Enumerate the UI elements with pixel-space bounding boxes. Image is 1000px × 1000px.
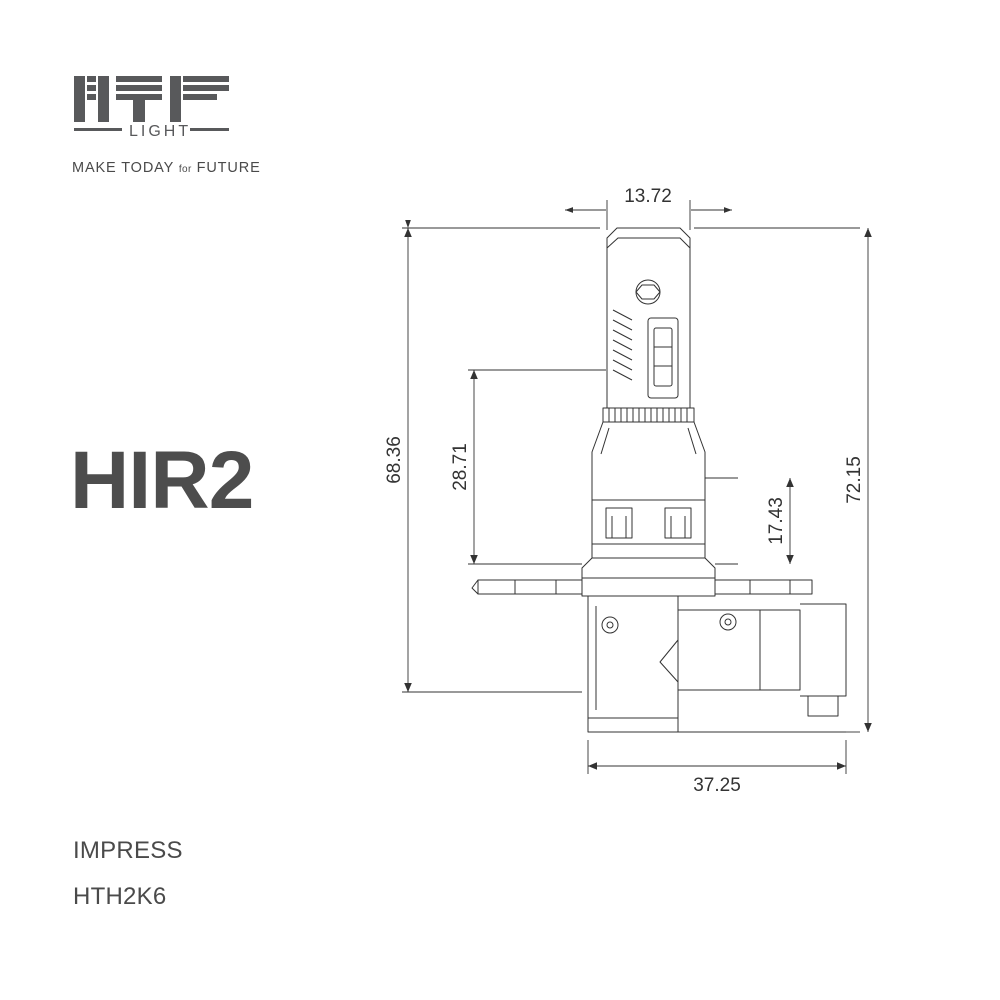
dim-overall-height: 68.36 [384,436,405,484]
brand-block [72,68,352,176]
brand-tagline [72,160,352,176]
technical-drawing [360,170,980,820]
dim-overall-length: 37.25 [693,775,741,796]
dim-total-height: 72.15 [844,456,865,504]
product-code: HTH2K6 [73,883,167,911]
dim-body-height: 28.71 [450,443,471,491]
logo-light-text: LIGHT [129,123,192,140]
bulb-drawing-svg [360,170,980,820]
dim-base-height: 17.43 [766,497,787,545]
tagline-for: for [178,164,192,175]
product-meta [73,838,183,931]
mtf-light-logo [72,68,272,148]
page-title: HIR2 [70,435,254,526]
tagline-end: FUTURE [196,160,261,176]
dim-top-width: 13.72 [624,186,672,207]
tagline-main: MAKE TODAY [72,160,174,176]
product-series: IMPRESS [73,837,183,864]
